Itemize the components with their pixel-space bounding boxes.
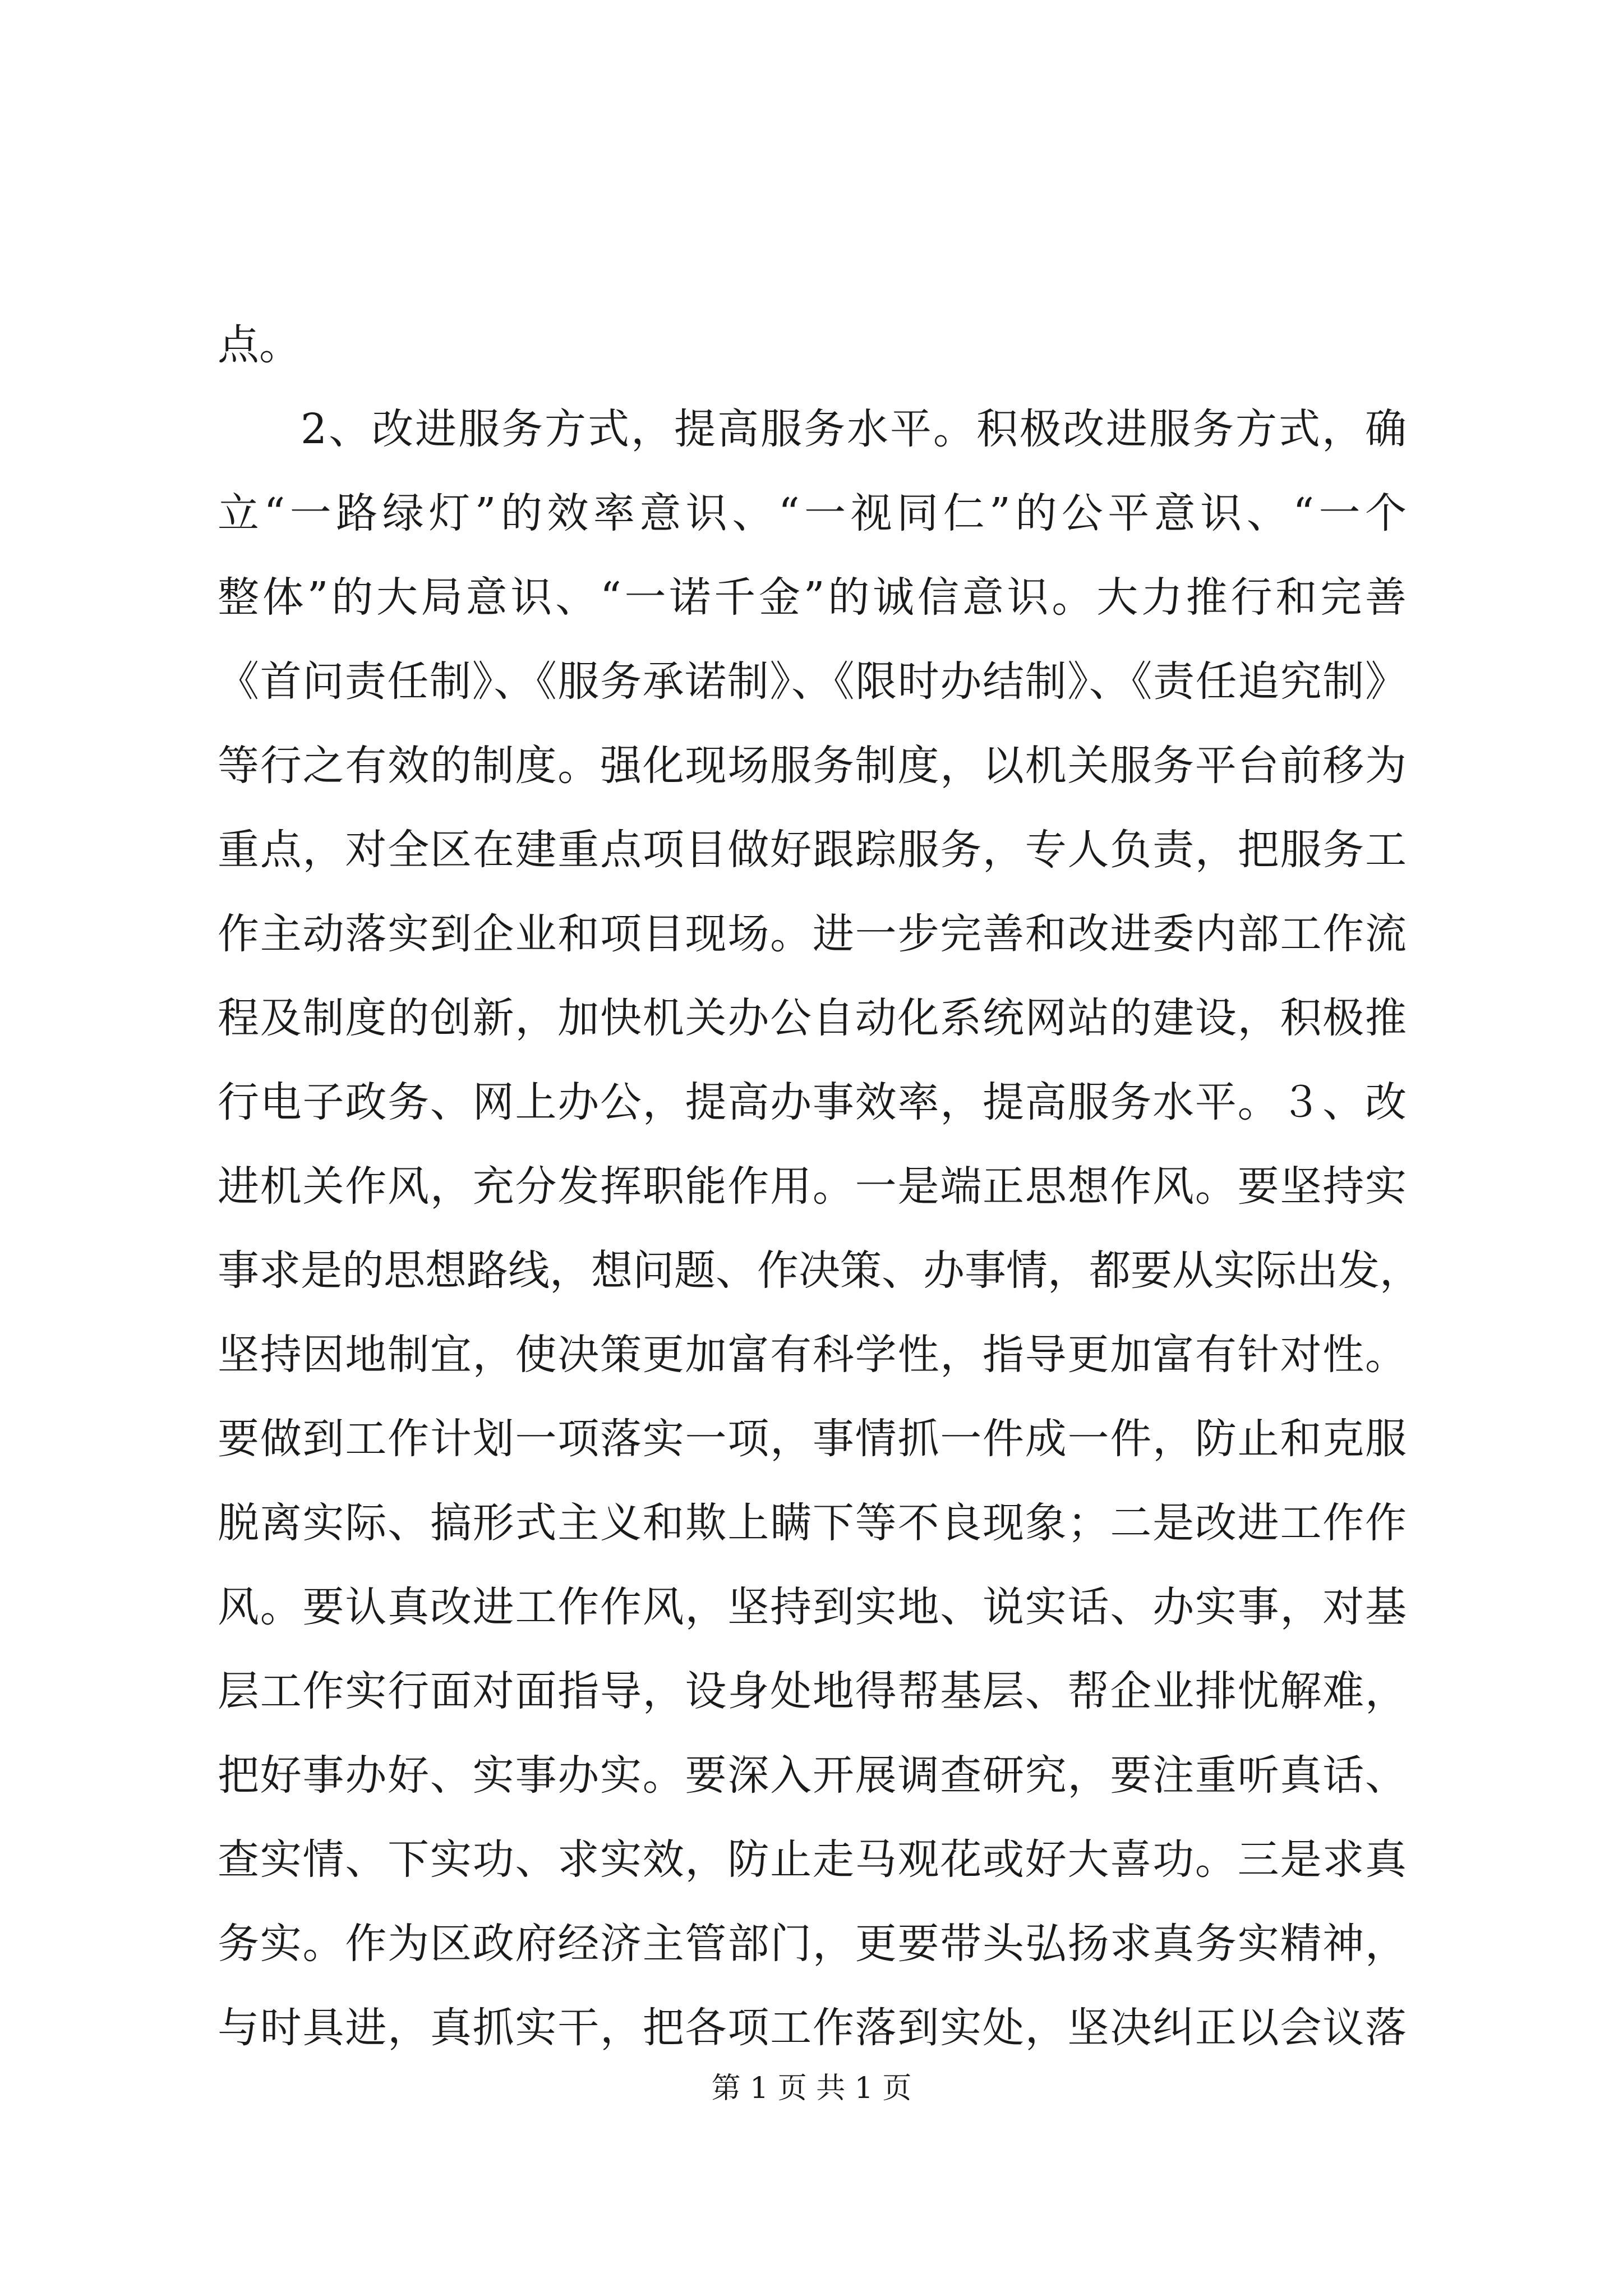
page-footer xyxy=(0,2064,1623,2106)
text-line: 点。 xyxy=(218,321,301,369)
text-line: 把好事办好、实事办实。要深入开展调查研究，要注重听真话、 xyxy=(218,1751,1407,1800)
text-line: 进机关作风，充分发挥职能作用。一是端正思想作风。要坚持实 xyxy=(218,1162,1407,1211)
text-line: 要做到工作计划一项落实一项，事情抓一件成一件，防止和克服 xyxy=(218,1415,1407,1463)
text-line: 作主动落实到企业和项目现场。进一步完善和改进委内部工作流 xyxy=(218,910,1407,958)
text-line: 坚持因地制宜，使决策更加富有科学性，指导更加富有针对性。 xyxy=(218,1331,1407,1379)
text-line: 重点，对全区在建重点项目做好跟踪服务，专人负责，把服务工 xyxy=(218,826,1407,874)
page-number: 第 1 页 共 1 页 xyxy=(711,2072,912,2105)
body-text xyxy=(218,303,1421,2070)
text-line: 行电子政务、网上办公，提高办事效率，提高服务水平。３、改 xyxy=(218,1078,1407,1126)
text-line: 事求是的思想路线，想问题、作决策、办事情，都要从实际出发， xyxy=(218,1246,1421,1295)
text-line: 程及制度的创新，加快机关办公自动化系统网站的建设，积极推 xyxy=(218,994,1407,1042)
text-line: 等行之有效的制度。强化现场服务制度，以机关服务平台前移为 xyxy=(218,742,1407,790)
text-line: 风。要认真改进工作作风，坚持到实地、说实话、办实事，对基 xyxy=(218,1583,1407,1631)
text-line: 务实。作为区政府经济主管部门，更要带头弘扬求真务实精神， xyxy=(218,1920,1407,1968)
text-line: 与时具进，真抓实干，把各项工作落到实处，坚决纠正以会议落 xyxy=(218,2004,1407,2052)
text-line: 2、改进服务方式，提高服务水平。积极改进服务方式，确 xyxy=(301,405,1407,453)
text-line: 脱离实际、搞形式主义和欺上瞒下等不良现象；二是改进工作作 xyxy=(218,1499,1407,1547)
text-line: 《首问责任制》、《服务承诺制》、《限时办结制》、《责任追究制》 xyxy=(218,657,1407,706)
text-line: 层工作实行面对面指导，设身处地得帮基层、帮企业排忧解难， xyxy=(218,1667,1407,1715)
text-line: 整体”的大局意识、“一诺千金”的诚信意识。大力推行和完善 xyxy=(218,573,1407,622)
text-line: 立“一路绿灯”的效率意识、“一视同仁”的公平意识、“一个 xyxy=(218,489,1407,537)
text-line: 查实情、下实功、求实效，防止走马观花或好大喜功。三是求真 xyxy=(218,1835,1407,1884)
